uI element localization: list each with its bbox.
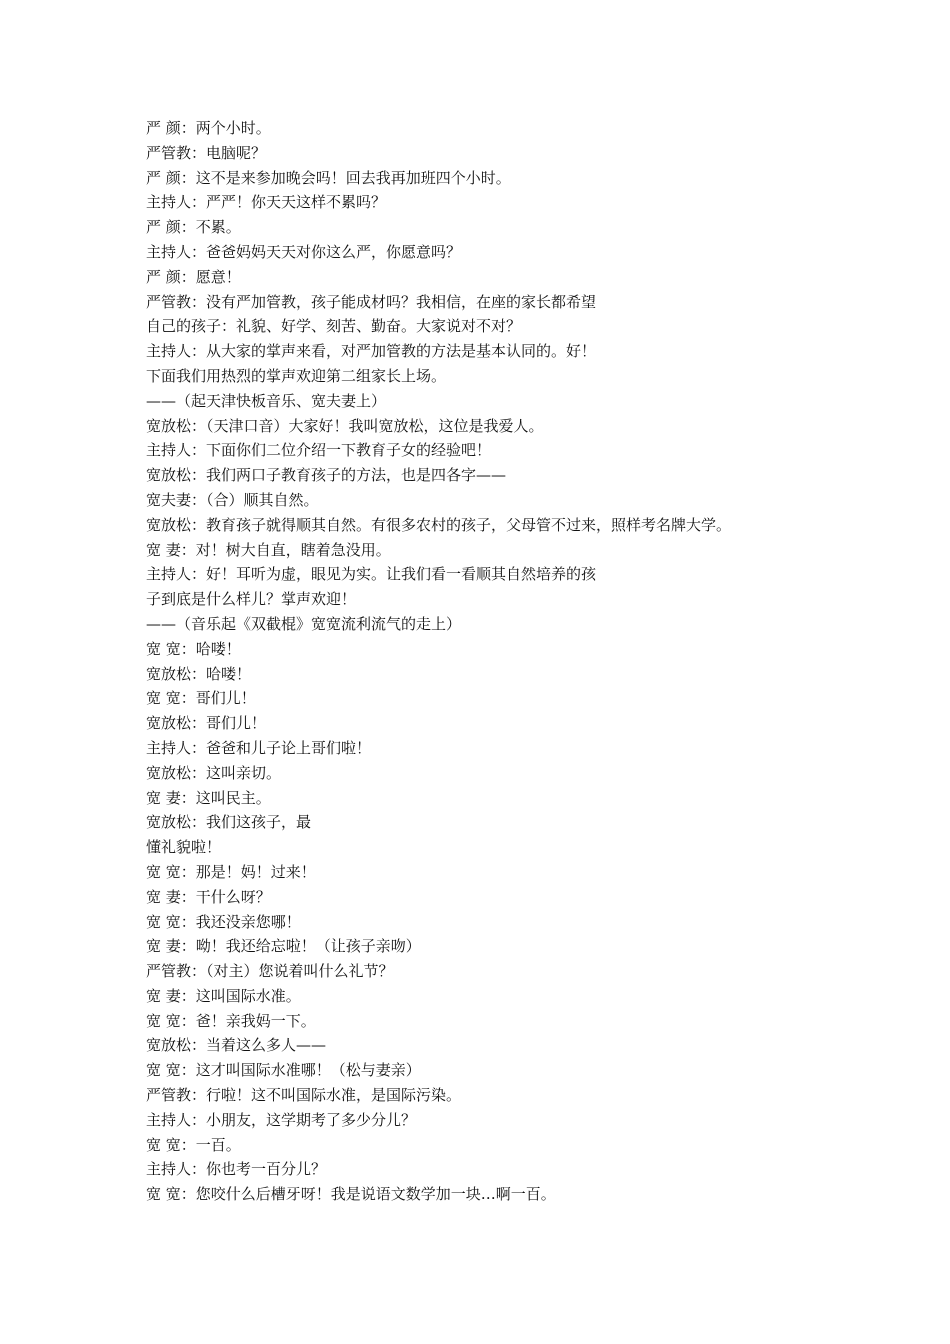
dialogue-line: 宽 妻：这叫民主。	[146, 788, 271, 807]
dialogue-line: 宽 宽：那是！妈！过来！	[146, 862, 316, 881]
dialogue-line: 子到底是什么样儿？掌声欢迎！	[146, 590, 357, 609]
dialogue-line: 宽 宽：您咬什么后槽牙呀！我是说语文数学加一块…啊一百。	[146, 1185, 556, 1204]
dialogue-line: 主持人：从大家的掌声来看，对严加管教的方法是基本认同的。好！	[146, 342, 597, 361]
dialogue-line: 严 颜：两个小时。	[146, 119, 271, 137]
dialogue-line: 严 颜：不累。	[146, 218, 241, 237]
dialogue-line: 主持人：爸爸妈妈天天对你这么严，你愿意吗？	[146, 242, 462, 261]
dialogue-line: 宽 妻：干什么呀？	[146, 887, 271, 906]
dialogue-line: 懂礼貌啦！	[146, 838, 222, 857]
dialogue-line: 自己的孩子：礼貌、好学、刻苦、勤奋。大家说对不对？	[146, 317, 522, 336]
dialogue-line: 严管教：没有严加管教，孩子能成材吗？我相信，在座的家长都希望	[146, 292, 597, 311]
dialogue-line: 宽放松：我们这孩子，最	[146, 813, 312, 832]
dialogue-line: 宽 宽：一百。	[146, 1135, 241, 1154]
dialogue-line: 严管教：（对主）您说着叫什么礼节？	[146, 962, 394, 981]
dialogue-line: 宽 妻：对！树大自直，瞎着急没用。	[146, 540, 391, 559]
dialogue-line: 宽 宽：这才叫国际水准哪！（松与妻亲）	[146, 1061, 421, 1080]
dialogue-line: 严管教：电脑呢？	[146, 143, 267, 162]
dialogue-line: 下面我们用热烈的掌声欢迎第二组家长上场。	[146, 366, 447, 385]
dialogue-line: 主持人：好！耳听为虚，眼见为实。让我们看一看顺其自然培养的孩	[146, 565, 597, 584]
dialogue-line: 宽 宽：哥们儿！	[146, 689, 256, 708]
stage-direction: ——（音乐起《双截棍》宽宽流利流气的走上）	[146, 614, 462, 633]
dialogue-line: 宽放松：我们两口子教育孩子的方法，也是四各字——	[146, 466, 507, 485]
dialogue-line: 宽放松：哥们儿！	[146, 714, 267, 733]
dialogue-line: 主持人：严严！你天天这样不累吗？	[146, 193, 387, 212]
dialogue-line: 严 颜：这不是来参加晚会吗！回去我再加班四个小时。	[146, 168, 511, 187]
stage-direction: ——（起天津快板音乐、宽夫妻上）	[146, 391, 387, 410]
dialogue-line: 宽 妻：呦！我还给忘啦！（让孩子亲吻）	[146, 937, 421, 956]
dialogue-line: 宽放松：这叫亲切。	[146, 763, 282, 782]
dialogue-line: 严 颜：愿意！	[146, 267, 241, 286]
dialogue-line: 宽 宽：哈喽！	[146, 639, 241, 658]
dialogue-line: 宽放松：（天津口音）大家好！我叫宽放松，这位是我爱人。	[146, 416, 544, 435]
dialogue-line: 主持人：爸爸和儿子论上哥们啦！	[146, 738, 372, 757]
dialogue-line: 宽 宽：我还没亲您哪！	[146, 912, 301, 931]
dialogue-line: 主持人：下面你们二位介绍一下教育子女的经验吧！	[146, 441, 492, 460]
dialogue-line: 宽夫妻：（合）顺其自然。	[146, 490, 319, 509]
dialogue-line: 主持人：小朋友，这学期考了多少分儿？	[146, 1110, 417, 1129]
dialogue-line: 宽放松：教育孩子就得顺其自然。有很多农村的孩子，父母管不过来，照样考名牌大学。	[146, 515, 732, 534]
script-text-block	[146, 116, 846, 1207]
dialogue-line: 主持人：你也考一百分儿？	[146, 1160, 327, 1179]
dialogue-line: 宽放松：哈喽！	[146, 664, 252, 683]
dialogue-line: 宽 宽：爸！亲我妈一下。	[146, 1011, 316, 1030]
dialogue-line: 宽 妻：这叫国际水准。	[146, 986, 301, 1005]
dialogue-line: 宽放松：当着这么多人——	[146, 1036, 327, 1055]
dialogue-line: 严管教：行啦！这不叫国际水准，是国际污染。	[146, 1086, 462, 1105]
